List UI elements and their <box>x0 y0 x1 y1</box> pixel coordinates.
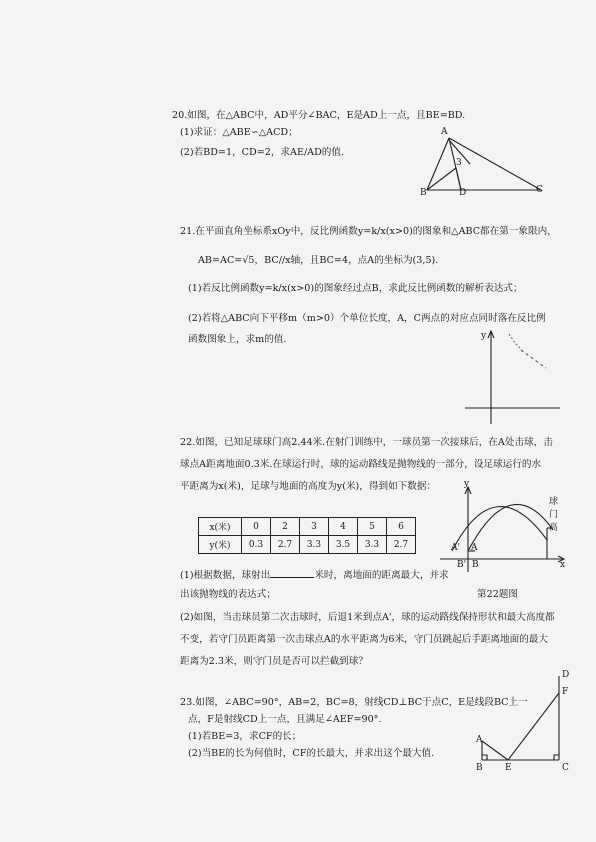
q20-label-e: 3 <box>456 158 462 168</box>
q20-label-d: D <box>459 188 467 198</box>
table-cell: x(米) <box>199 518 242 536</box>
q21-line5: 函数图象上，求m的值. <box>188 334 287 345</box>
q22-label-b-prime: B' <box>457 560 467 570</box>
q21-line3: (1)若反比例函数y=k/x(x>0)的图象经过点B，求此反比例函数的解析表达式； <box>188 283 523 294</box>
q22-part2-line2: 不变，若守门员距离第一次击球点A的水平距离为6米，守门员跳起后手距离地面的最大 <box>180 634 548 645</box>
q22-line3: 平距离为x(米)，足球与地面的高度为y(米)，得到如下数据： <box>180 481 437 492</box>
table-cell: 2 <box>271 518 300 536</box>
q23-line4: (2)当BE的长为何值时，CF的长最大，并求出这个最大值. <box>188 748 435 759</box>
table-cell: 3.5 <box>329 536 358 554</box>
table-cell: 3 <box>300 518 329 536</box>
q22-label-a: A <box>471 543 478 553</box>
q22-label-b: B <box>472 560 479 570</box>
q20-line2: (1)求证：△ABE∽△ACD； <box>180 127 298 138</box>
q23-label-c: C <box>562 763 569 773</box>
table-cell: 0 <box>242 518 271 536</box>
table-cell: 4 <box>329 518 358 536</box>
q22-part2-line3: 距离为2.3米，则守门员是否可以拦截到球？ <box>180 656 368 667</box>
q23-line2: 点，F是射线CD上一点，且满足∠AEF=90°. <box>188 714 382 725</box>
table-cell: 2.7 <box>387 536 416 554</box>
q21-line2: AB=AC=√5，BC//x轴，且BC=4，点A的坐标为(3,5). <box>198 255 439 266</box>
q22-figure-caption: 第22题图 <box>477 589 518 600</box>
q23-line3: (1)若BE=3，求CF的长； <box>188 731 302 742</box>
q23-label-b: B <box>476 763 483 773</box>
q23-label-a: A <box>476 735 483 745</box>
q20-line3: (2)若BD=1，CD=2，求AE/AD的值. <box>180 147 345 158</box>
q22-goal-label: 球门高 <box>549 497 559 533</box>
table-cell: 5 <box>358 518 387 536</box>
q23-label-f: F <box>562 687 569 697</box>
q22-part1-line2: 出该抛物线的表达式； <box>180 589 276 600</box>
q23-label-d: D <box>562 670 570 680</box>
q20-line1: 20.如图，在△ABC中，AD平分∠BAC，E是AD上一点，且BE=BD. <box>172 110 466 121</box>
q22-part2-line1: (2)如图，当击球员第二次击球时，后退1米到点A'，球的运动路线保持形状和最大高度都 <box>180 612 555 623</box>
table-cell: y(米) <box>199 536 242 554</box>
q20-label-a: A <box>441 127 448 137</box>
q21-axis-y-label: y <box>481 331 487 341</box>
q22-axis-x-label: x <box>560 560 566 570</box>
q22-line1: 22.如图，已知足球球门高2.44米.在射门训练中，一球员第一次接球后，在A处击球，击 <box>180 437 553 448</box>
q23-label-e: E <box>505 763 512 773</box>
table-cell: 0.3 <box>242 536 271 554</box>
q20-label-c: C <box>536 185 543 195</box>
q22-part1-a: (1)根据数据，球射出 <box>180 570 271 581</box>
table-cell: 3.3 <box>358 536 387 554</box>
q22-label-a-prime: A' <box>451 543 460 553</box>
q23-line1: 23.如图，∠ABC=90°，AB=2，BC=8，射线CD⊥BC于点C，E是线段BC上一 <box>180 697 528 708</box>
q21-line4: (2)若将△ABC向下平移m（m>0）个单位长度，A，C两点的对应点同时落在反比例 <box>188 313 546 324</box>
table-cell: 2.7 <box>271 536 300 554</box>
q22-line2: 球点A距离地面0.3米.在球运行时，球的运动路线是抛物线的一部分，设足球运行的水 <box>180 459 542 470</box>
table-cell: 6 <box>387 518 416 536</box>
q22-axis-y-label: y <box>464 479 470 489</box>
q22-part1-b: 米时，离地面的距离最大，并求 <box>314 570 449 581</box>
q20-label-b: B <box>420 188 427 198</box>
q21-line1: 21.在平面直角坐标系xOy中，反比例函数y=k/x(x>0)的图象和△ABC都在第一象限内， <box>180 226 557 237</box>
table-cell: 3.3 <box>300 536 329 554</box>
